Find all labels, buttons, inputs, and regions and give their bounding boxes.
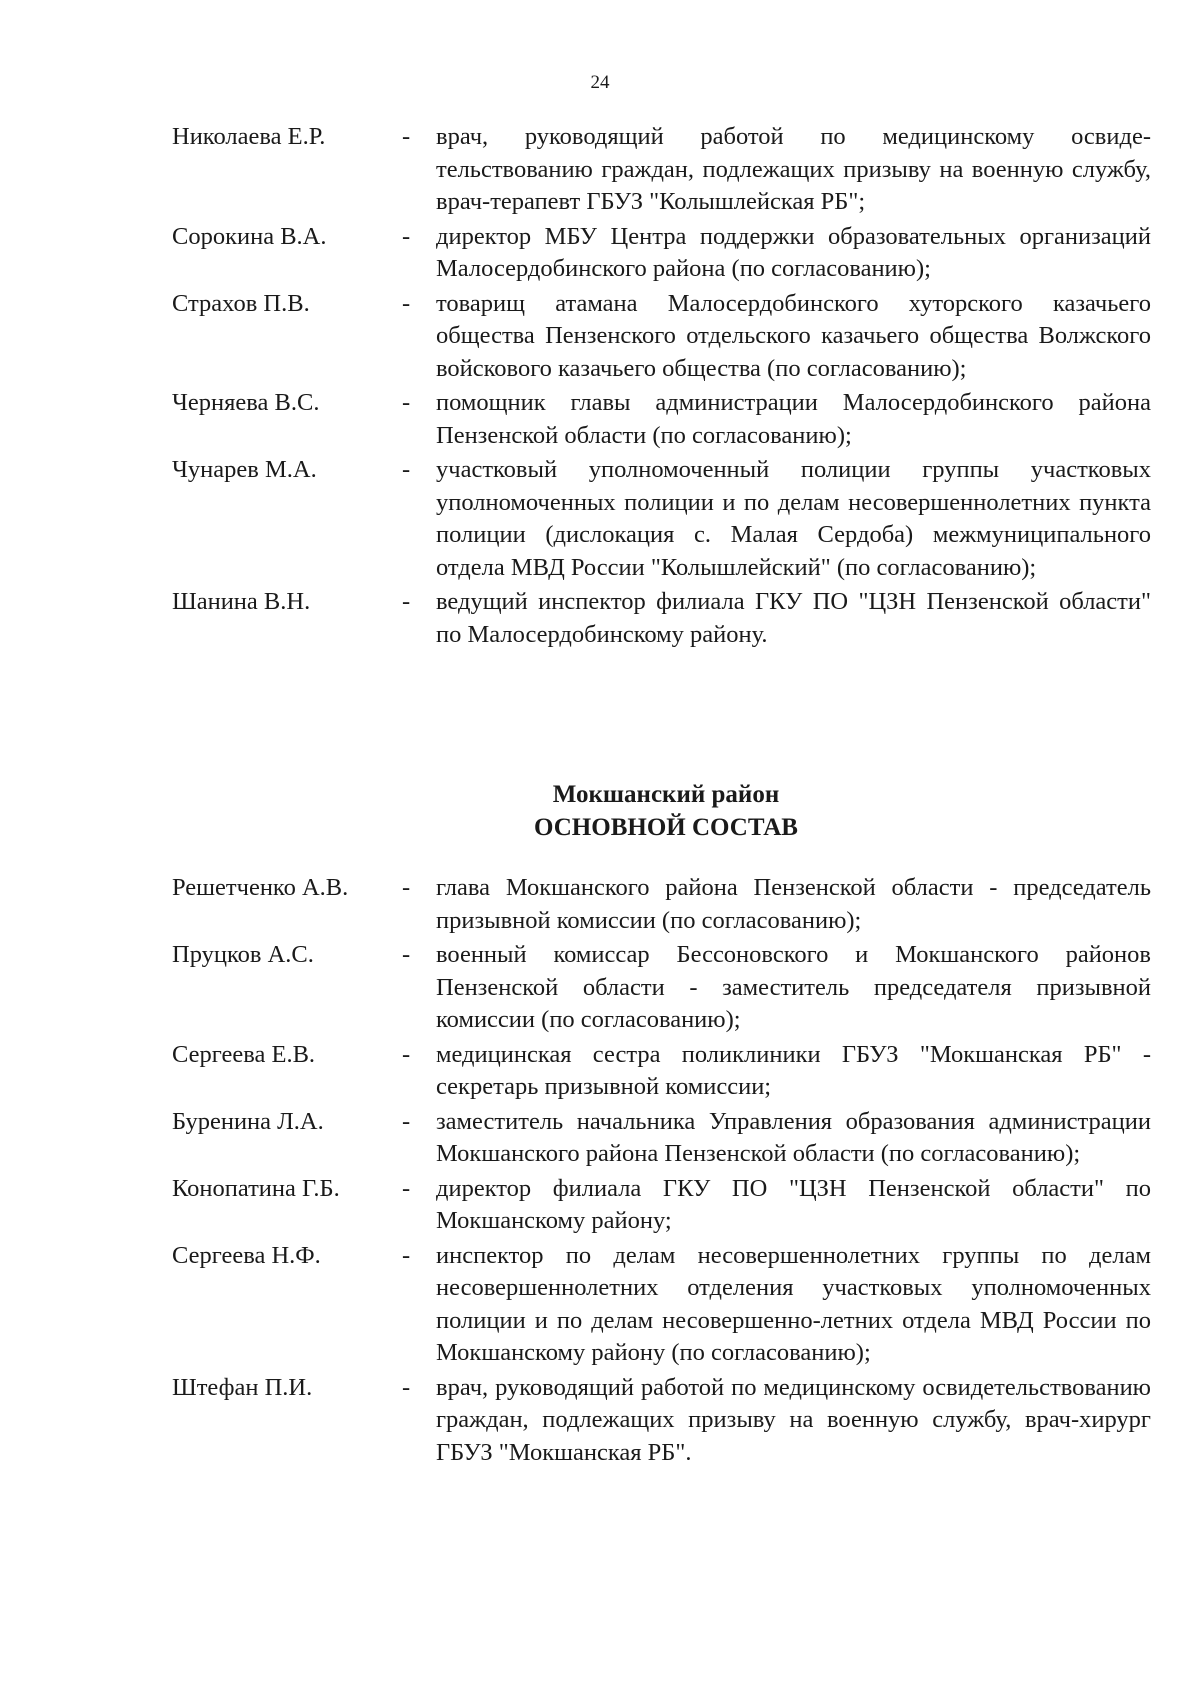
member-dash: - (402, 1040, 411, 1068)
member-entry (172, 121, 1152, 219)
member-entry (172, 1106, 1152, 1171)
page-number: 24 (590, 72, 610, 93)
member-entry (172, 1372, 1152, 1470)
member-entry (172, 288, 1152, 386)
member-name: Буренина Л.А. (172, 1107, 324, 1135)
member-entry (172, 221, 1152, 286)
member-description: врач, руководящий работой по медицинскому освидетельствованию граждан, подлежащих призыву на военную службу, врач-хирург ГБУЗ "Мокшанская РБ". (436, 1373, 1151, 1466)
member-name: Николаева Е.Р. (172, 123, 326, 150)
member-dash: - (402, 874, 411, 901)
member-entry (172, 1240, 1152, 1370)
member-name: Конопатина Г.Б. (172, 1174, 340, 1202)
member-description: директор филиала ГКУ ПО "ЦЗН Пензенской области" по Мокшанскому району; (436, 1174, 1151, 1234)
member-entry (172, 1039, 1152, 1104)
member-description: врач, руководящий работой по медицинскому освиде-тельствованию граждан, подлежащих призыву на военную службу, врач-терапевт ГБУЗ "Колышлейская РБ"; (436, 123, 1151, 215)
member-entry (172, 387, 1152, 452)
member-dash: - (402, 941, 411, 968)
member-description: глава Мокшанского района Пензенской области - председатель призывной комиссии (по согласованию); (436, 874, 1151, 934)
member-name: Чунарев М.А. (172, 456, 317, 483)
member-name: Сергеева Е.В. (172, 1040, 316, 1068)
member-name: Штефан П.И. (172, 1373, 313, 1401)
member-name: Решетченко А.В. (172, 874, 349, 901)
member-dash: - (402, 588, 411, 615)
member-dash: - (402, 1174, 411, 1202)
member-name: Черняева В.С. (172, 389, 320, 416)
member-dash: - (402, 389, 411, 416)
member-description: инспектор по делам несовершеннолетних группы по делам несовершеннолетних отделения участковых уполномоченных полиции и по делам несовершенно-летних отдела МВД России по Мокшанскому району (по согласованию); (436, 1241, 1151, 1366)
member-description: заместитель начальника Управления образования администрации Мокшанского района Пензенской области (по согласованию); (436, 1107, 1151, 1167)
composition-heading: ОСНОВНОЙ СОСТАВ (534, 814, 798, 841)
member-dash: - (402, 1373, 411, 1401)
member-dash: - (402, 222, 411, 250)
member-dash: - (402, 456, 411, 483)
member-dash: - (402, 1107, 411, 1135)
member-name: Сергеева Н.Ф. (172, 1241, 321, 1269)
member-dash: - (402, 289, 411, 317)
member-name: Страхов П.В. (172, 289, 310, 317)
member-description: ведущий инспектор филиала ГКУ ПО "ЦЗН Пензенской области" по Малосердобинскому району. (436, 588, 1151, 648)
member-description: директор МБУ Центра поддержки образовательных организаций Малосердобинского района (по согласованию); (436, 222, 1151, 282)
district-heading: Мокшанский район (552, 781, 780, 808)
member-description: участковый уполномоченный полиции группы участковых уполномоченных полиции и по делам несовершеннолетних пункта полиции (дислокация с. Малая Сердоба) межмуниципального отдела МВД России "Колышлейский" (по согласованию); (436, 456, 1151, 581)
member-entry (172, 454, 1152, 584)
member-dash: - (402, 1241, 411, 1269)
member-entry (172, 586, 1152, 651)
member-name: Пруцков А.С. (172, 941, 314, 968)
member-description: помощник главы администрации Малосердобинского района Пензенской области (по согласованию); (436, 389, 1151, 449)
member-name: Шанина В.Н. (172, 588, 311, 615)
member-description: медицинская сестра поликлиники ГБУЗ "Мокшанская РБ" - секретарь призывной комиссии; (436, 1040, 1151, 1100)
member-list-mokshansky (172, 872, 1152, 1469)
member-entry (172, 939, 1152, 1037)
member-dash: - (402, 123, 411, 150)
member-entry (172, 872, 1152, 937)
member-description: военный комиссар Бессоновского и Мокшанского районов Пензенской области - заместитель председателя призывной комиссии (по согласованию); (436, 941, 1151, 1033)
member-name: Сорокина В.А. (172, 222, 327, 250)
member-description: товарищ атамана Малосердобинского хуторского казачьего общества Пензенского отдельского казачьего общества Волжского войскового казачьего общества (по согласованию); (436, 289, 1151, 382)
member-list-malosserdobinsky (172, 121, 1152, 651)
member-entry (172, 1173, 1152, 1238)
